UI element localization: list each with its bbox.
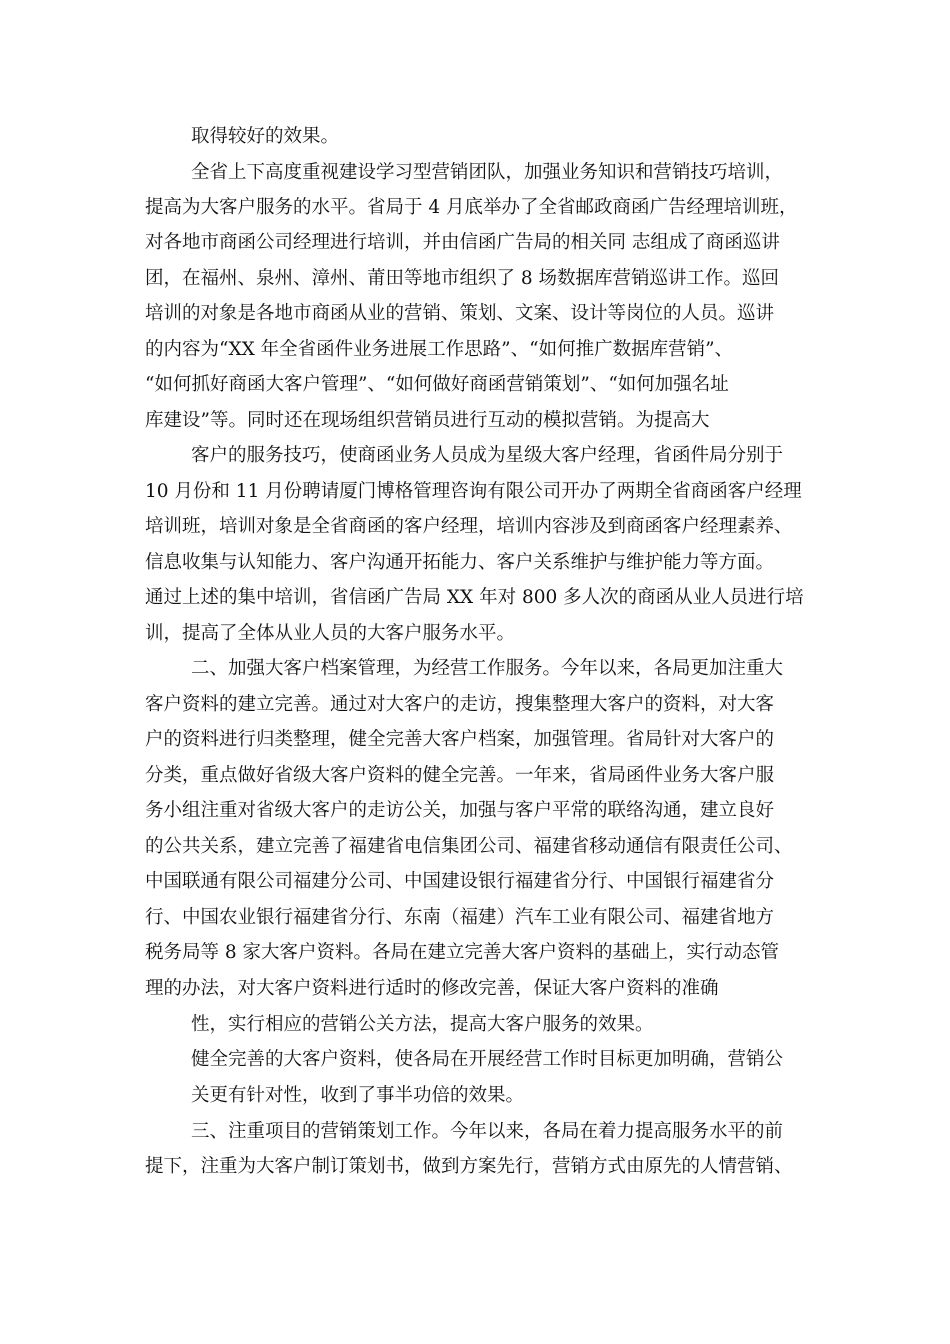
text-line: 通过上述的集中培训，省信函广告局 XX 年对 800 多人次的商函从业人员进行培 xyxy=(145,587,804,608)
text-line: 关更有针对性，收到了事半功倍的效果。 xyxy=(191,1085,525,1106)
text-line: 培训班，培训对象是全省商函的客户经理，培训内容涉及到商函客户经理素养、 xyxy=(145,516,793,537)
text-line: 分类，重点做好省级大客户资料的健全完善。一年来，省局函件业务大客户服 xyxy=(145,765,775,786)
text-line: “如何抓好商函大客户管理”、“如何做好商函营销策划”、“如何加强名址 xyxy=(145,374,729,395)
text-line: 理的办法，对大客户资料进行适时的修改完善，保证大客户资料的准确 xyxy=(145,978,719,999)
text-line: 的公共关系，建立完善了福建省电信集团公司、福建省移动通信有限责任公司、 xyxy=(145,836,793,857)
text-line: 提高为大客户服务的水平。省局于 4 月底举办了全省邮政商函广告经理培训班， xyxy=(145,197,798,218)
text-line: 客户资料的建立完善。通过对大客户的走访，搜集整理大客户的资料，对大客 xyxy=(145,694,775,715)
text-line: 的内容为“XX 年全省函件业务进展工作思路”、“如何推广数据库营销”、 xyxy=(145,339,734,360)
paragraph-first-line: 健全完善的大客户资料，使各局在开展经营工作时目标更加明确，营销公 xyxy=(191,1049,784,1070)
text-line: 性，实行相应的营销公关方法，提高大客户服务的效果。 xyxy=(191,1014,654,1035)
text-line: 培训的对象是各地市商函从业的营销、策划、文案、设计等岗位的人员。巡讲 xyxy=(145,303,775,324)
text-line: 税务局等 8 家大客户资料。各局在建立完善大客户资料的基础上，实行动态管 xyxy=(145,942,780,963)
text-line: 训，提高了全体从业人员的大客户服务水平。 xyxy=(145,623,516,644)
text-line: 务小组注重对省级大客户的走访公关，加强与客户平常的联络沟通，建立良好 xyxy=(145,800,775,821)
text-line: 户的资料进行归类整理，健全完善大客户档案，加强管理。省局针对大客户的 xyxy=(145,729,775,750)
text-line: 10 月份和 11 月份聘请厦门博格管理咨询有限公司开办了两期全省商函客户经理 xyxy=(145,481,802,502)
text-line: 客户的服务技巧，使商函业务人员成为星级大客户经理，省函件局分别于 xyxy=(191,445,784,466)
text-line: 行、中国农业银行福建省分行、东南（福建）汽车工业有限公司、福建省地方 xyxy=(145,907,775,928)
text-line: 取得较好的效果。 xyxy=(191,126,340,147)
text-line: 库建设”等。同时还在现场组织营销员进行互动的模拟营销。为提高大 xyxy=(145,410,710,431)
text-line: 中国联通有限公司福建分公司、中国建设银行福建省分行、中国银行福建省分 xyxy=(145,871,775,892)
text-line: 信息收集与认知能力、客户沟通开拓能力、客户关系维护与维护能力等方面。 xyxy=(145,552,775,573)
text-line: 团，在福州、泉州、漳州、莆田等地市组织了 8 场数据库营销巡讲工作。巡回 xyxy=(145,268,780,289)
section-heading-line: 三、注重项目的营销策划工作。今年以来，各局在着力提高服务水平的前 xyxy=(191,1121,784,1142)
section-heading-line: 二、加强大客户档案管理，为经营工作服务。今年以来，各局更加注重大 xyxy=(191,658,784,679)
text-line: 提下，注重为大客户制订策划书，做到方案先行，营销方式由原先的人情营销、 xyxy=(145,1156,793,1177)
paragraph-first-line: 全省上下高度重视建设学习型营销团队，加强业务知识和营销技巧培训， xyxy=(191,162,784,183)
text-line: 对各地市商函公司经理进行培训，并由信函广告局的相关同 志组成了商函巡讲 xyxy=(145,232,780,253)
